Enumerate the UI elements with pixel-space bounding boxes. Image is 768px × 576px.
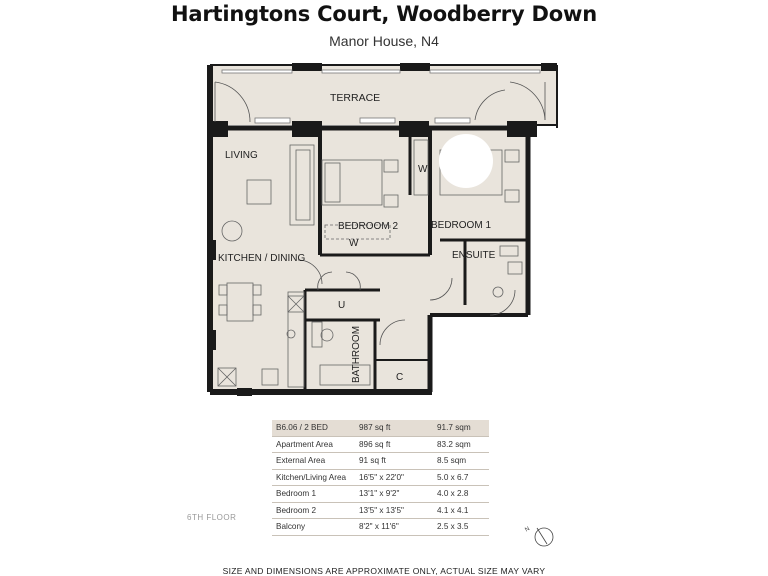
page-title: Hartingtons Court, Woodberry Down [171, 2, 597, 26]
page-subtitle: Manor House, N4 [329, 33, 439, 49]
highlight-circle [439, 134, 493, 188]
room-label-living: LIVING [225, 150, 258, 161]
table-row: Bedroom 1 13'1" x 9'2" 4.0 x 2.8 [272, 486, 489, 503]
floor-label: 6TH FLOOR [187, 513, 237, 522]
room-label-bedroom1: BEDROOM 1 [431, 220, 492, 231]
terrace-floor [210, 65, 557, 125]
table-row: Bedroom 2 13'5" x 13'5" 4.1 x 4.1 [272, 502, 489, 519]
disclaimer-text: SIZE AND DIMENSIONS ARE APPROXIMATE ONLY, ACTUAL SIZE MAY VARY [222, 566, 546, 576]
room-label-terrace: TERRACE [330, 92, 381, 104]
area-schedule-table [272, 420, 489, 536]
table-row: Apartment Area 896 sq ft 83.2 sqm [272, 436, 489, 453]
table-row: Balcony 8'2" x 11'6" 2.5 x 3.5 [272, 519, 489, 536]
room-label-bedroom2: BEDROOM 2 [338, 221, 399, 232]
room-label-ensuite: ENSUITE [452, 250, 496, 261]
table-row: B6.06 / 2 BED 987 sq ft 91.7 sqm [272, 420, 489, 436]
room-label-cupboard: C [396, 372, 404, 383]
table-row: Kitchen/Living Area 16'5" x 22'0" 5.0 x 6.7 [272, 469, 489, 486]
room-label-bathroom: BATHROOM [351, 325, 362, 383]
table-row: External Area 91 sq ft 8.5 sqm [272, 453, 489, 470]
room-label-wardrobe1: W [418, 164, 428, 175]
room-label-wardrobe2: W [349, 238, 359, 249]
room-label-utility: U [338, 300, 346, 311]
compass-icon [520, 520, 560, 552]
room-label-kitchen-dining: KITCHEN / DINING [218, 253, 306, 264]
compass-north-label: N [524, 526, 532, 534]
